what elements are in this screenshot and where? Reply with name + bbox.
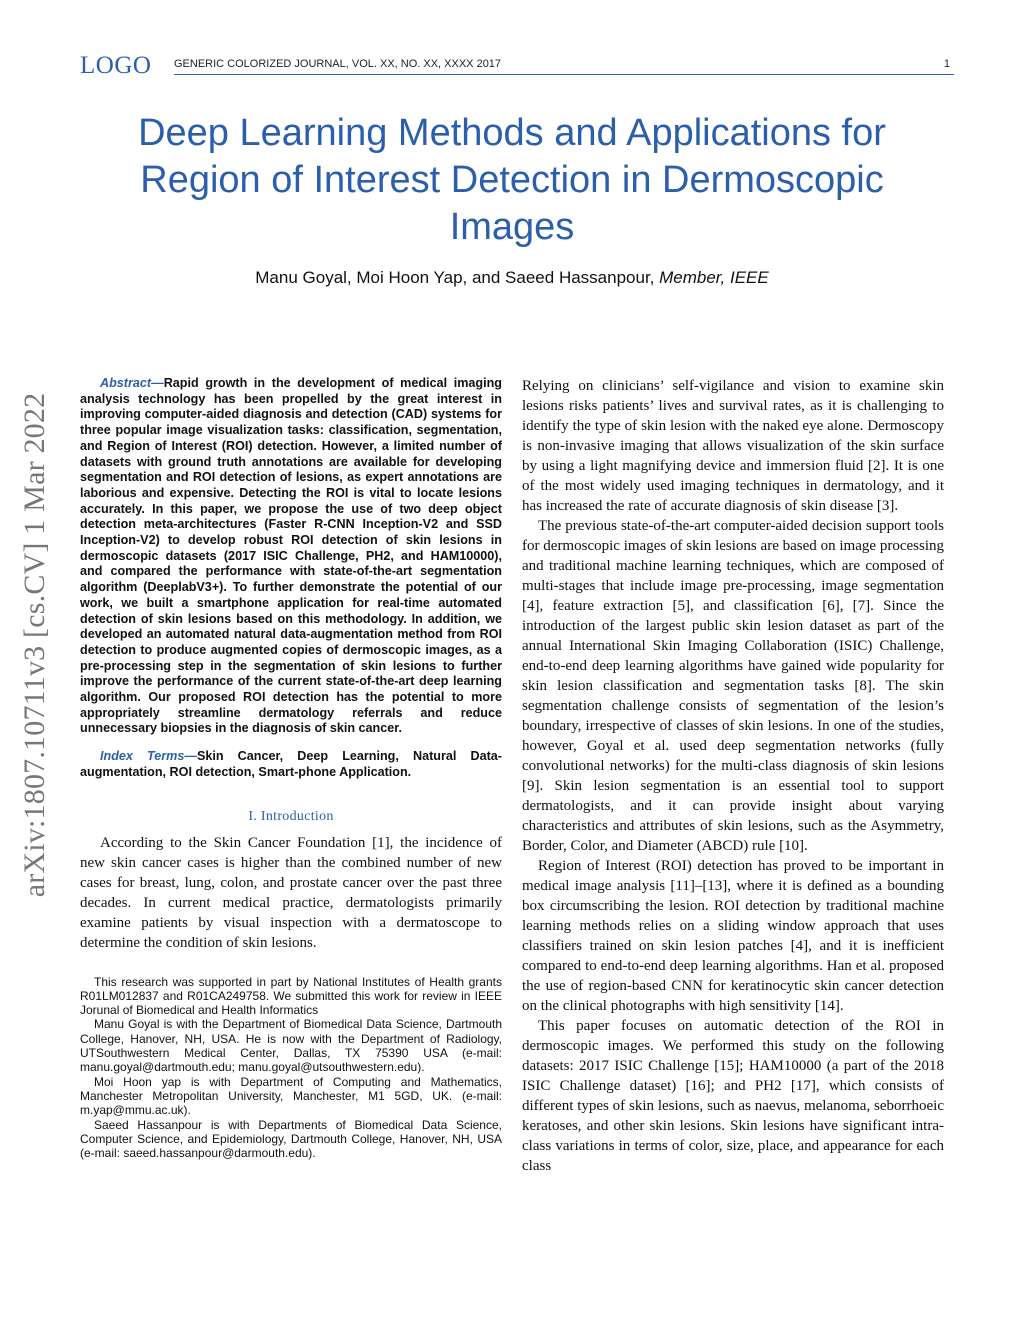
body-paragraph: Region of Interest (ROI) detection has proved to be important in medical image analysis [11]–[13], where it is defined as a bounding box circumscribing the lesion. ROI detection by traditional machine learning methods relies on a sliding window approach that uses classifiers trained on skin lesion patches [4], and it is inefficient compared to end-to-end deep learning algorithms. Han et al. proposed the use of region-based CNN for keratinocytic skin cancer detection on the clinical photographs with high sensitivity [14]. [522, 858, 944, 1014]
author-names: Manu Goyal, Moi Hoon Yap, and Saeed Hassanpour, [255, 268, 660, 287]
author-line [80, 268, 944, 288]
footnote: This research was supported in part by National Institutes of Health grants R01LM012837 and R01CA249758. We submitted this work for review in IEEE Jorunal of Biomedical and Health Informatics [80, 974, 502, 1018]
paper-title: Deep Learning Methods and Applications for Region of Interest Detection in Dermoscopic Images [138, 112, 886, 248]
footnote: Manu Goyal is with the Department of Biomedical Data Science, Dartmouth College, Hanover, NH, USA. He is now with the Department of Radiology, UTSouthwestern Medical Center, Dallas, TX 75390 USA (e-mail: manu.goyal@dartmouth.edu; manu.goyal@utsouthwestern.edu). [80, 1017, 502, 1075]
footnote: Moi Hoon yap is with Department of Computing and Mathematics, Manchester Metropolitan University, Manchester, M1 5GD, UK. (e-mail: m.yap@mmu.ac.uk). [80, 1074, 502, 1118]
intro-paragraph: According to the Skin Cancer Foundation [1], the incidence of new skin cancer cases is higher than the combined number of new cases for breast, lung, colon, and prostate cancer over the past three decades. In current medical practice, dermatologists primarily examine patients by visual inspection with a dermatoscope to determine the condition of skin lesions. [80, 834, 502, 951]
abstract-text: Rapid growth in the development of medical imaging analysis technology has been propelled by the great interest in improving computer-aided diagnosis and detection (CAD) systems for three popular image visualization tasks: classification, segmentation, and Region of Interest (ROI) detection. However, a limited number of datasets with ground truth annotations are available for developing segmentation and ROI detection of lesions, as expert annotations are laborious and expensive. Detecting the ROI is vital to locate lesions accurately. In this paper, we propose the use of two deep object detection meta-architectures (Faster R-CNN Inception-V2 and SSD Inception-V2) to develop robust ROI detection of skin lesions in dermoscopic datasets (2017 ISIC Challenge, PH2, and HAM10000), and compared the performance with state-of-the-art segmentation algorithm (DeeplabV3+). To further demonstrate the potential of our work, we built a smartphone application for real-time automated detection of skin lesions based on this methodology. In addition, we developed an automated natural data-augmentation method from ROI detection to produce augmented copies of dermoscopic images, as a pre-processing step in the segmentation of skin lesions to further improve the performance of the current state-of-the-art deep learning algorithm. Our proposed ROI detection has the potential to more appropriately streamline dermatology referrals and reduce unnecessary biopsies in the diagnosis of skin cancer. [80, 376, 502, 736]
footnotes [80, 975, 502, 1161]
abstract [80, 376, 502, 737]
arxiv-identifier-text: arXiv:1807.10711v3 [cs.CV] 1 Mar 2022 [18, 392, 51, 898]
index-terms [80, 749, 502, 780]
left-column [80, 376, 502, 1160]
body-paragraph: This paper focuses on automatic detection of the ROI in dermoscopic images. We performed this study on the following datasets: 2017 ISIC Challenge [15]; HAM10000 (a part of the 2018 ISIC Challenge dataset) [16]; and PH2 [17], which consists of different types of skin lesions, such as naevus, melanoma, seborrhoeic keratoses, and other skin lesions. Skin lesions have significant intra-class variations in terms of color, size, place, and appearance for each class [522, 1018, 944, 1174]
body-paragraph: Relying on clinicians’ self-vigilance and vision to examine skin lesions risks patients’ lives and survival rates, as it is challenging to identify the type of skin lesion with the naked eye alone. Dermoscopy is non-invasive imaging that allows visualization of the skin surface by using a light magnifying device and immersion fluid [2]. It is one of the most widely used imaging techniques in dermatology, and it has increased the rate of accurate diagnosis of skin disease [3]. [522, 378, 944, 514]
footnote: Saeed Hassanpour is with Departments of Biomedical Data Science, Computer Science, and Epidemiology, Dartmouth College, Hanover, NH, USA (e-mail: saeed.hassanpour@darmouth.edu). [80, 1117, 502, 1161]
abstract-lead: Abstract— [100, 376, 164, 390]
arxiv-identifier [10, 355, 60, 935]
journal-logo: LOGO [80, 52, 152, 79]
running-header [80, 52, 954, 82]
author-membership: Member, IEEE [659, 268, 769, 287]
index-terms-lead: Index Terms— [100, 749, 197, 764]
body-paragraph: The previous state-of-the-art computer-aided decision support tools for dermoscopic images of skin lesions are based on image processing and traditional machine learning techniques, which are composed of multi-stages that include image pre-processing, image segmentation [4], feature extraction [5], and classification [6], [7]. Since the introduction of the largest public skin lesion dataset as part of the annual International Skin Imaging Collaboration (ISIC) Challenge, end-to-end deep learning algorithms have gained wide popularity for skin lesion classification and segmentation tasks [8]. The skin segmentation challenge consists of segmentation of the lesion’s boundary, irrespective of classes of skin lesions. In one of the studies, however, Goyal et al. used deep segmentation networks (fully convolutional networks) for the multi-class diagnosis of skin lesions [9]. Skin lesion segmentation is an essential tool to support dermatologists, and it can provide insight about varying characteristics and attributes of skin lesions, such as the Asymmetry, Border, Color, and Diameter (ABCD) rule [10]. [522, 518, 944, 854]
section-heading: I. Introduction [248, 808, 334, 824]
index-terms-text: Skin Cancer, Deep Learning, Natural Data-augmentation, ROI detection, Smart-phone Application. [80, 749, 502, 779]
header-rule [174, 74, 954, 75]
page-number: 1 [943, 58, 950, 70]
journal-name: GENERIC COLORIZED JOURNAL, VOL. XX, NO. XX, XXXX 2017 [174, 58, 502, 70]
right-column [522, 376, 944, 1176]
